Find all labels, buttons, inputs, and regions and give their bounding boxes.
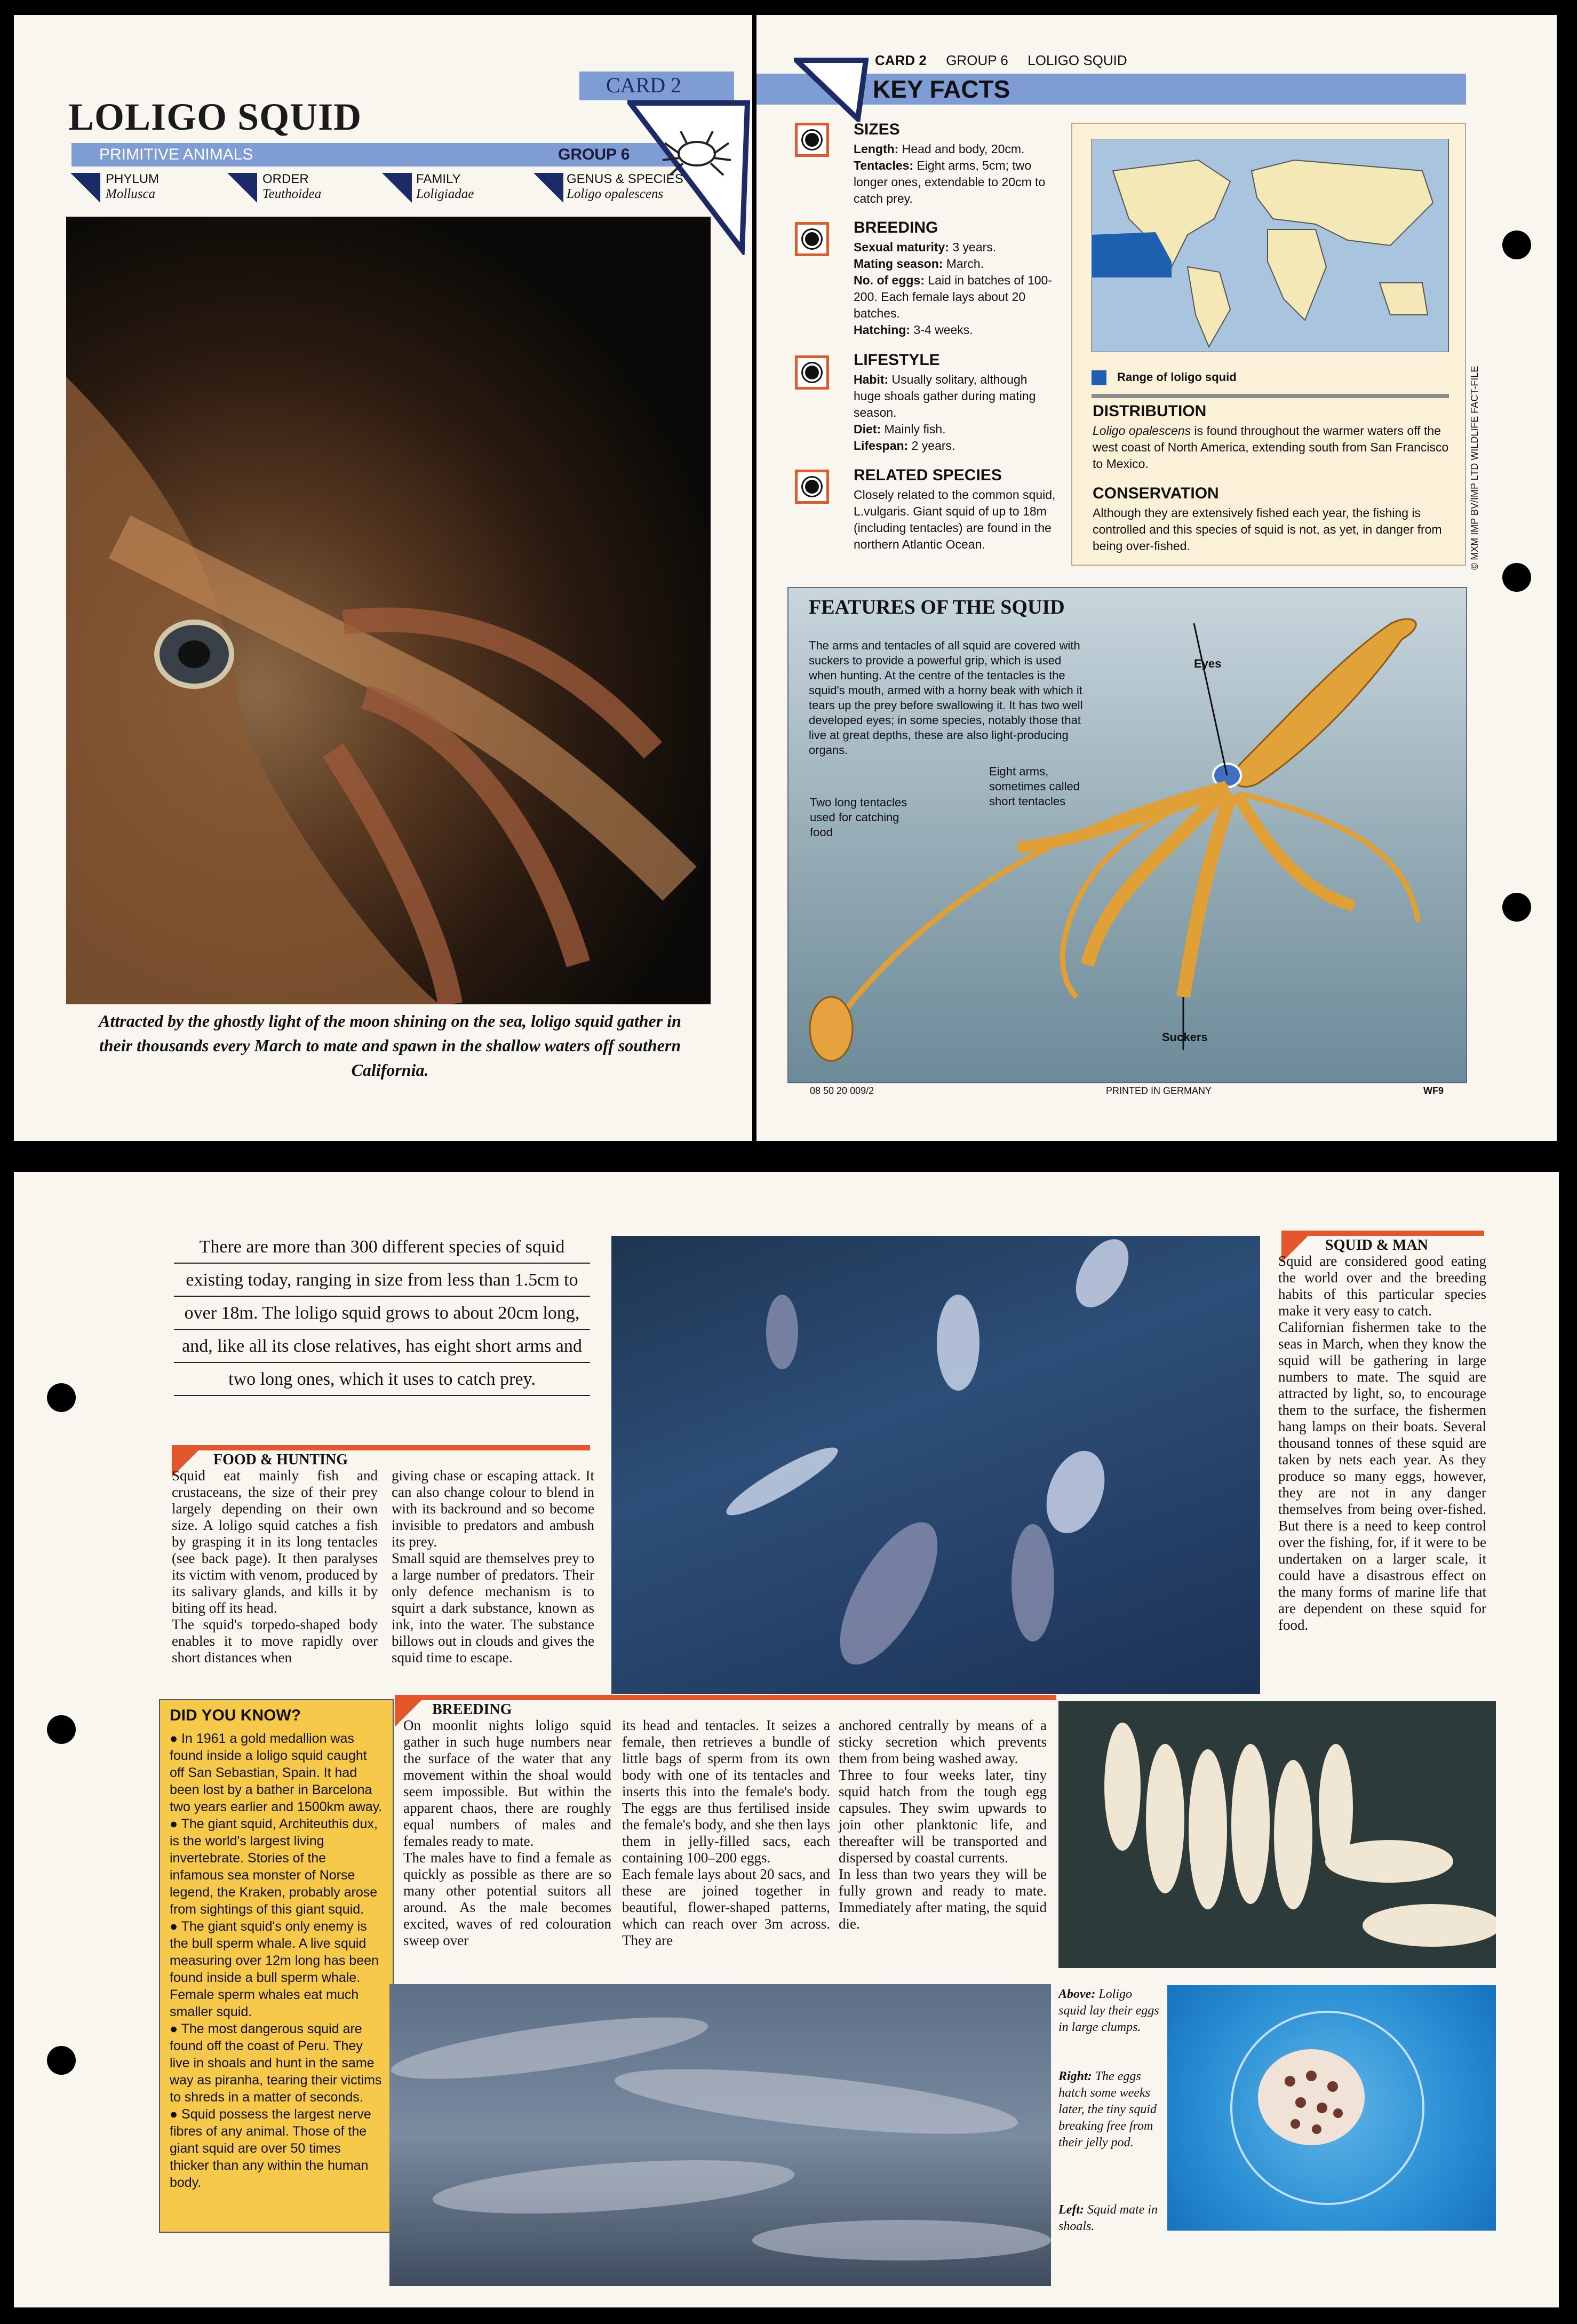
food-col1: Squid eat mainly fish and crustaceans, the size of their prey largely depending on their own size. A loligo squid catches a fish by grasping it in its long tentacles (see back page). It then paralyses its victim with venom, produced by its salivary glands, and kills it by biting off its head. The squid's torpedo-shaped body enables it to move rapidly over short distances when <box>172 1468 378 1665</box>
label-eyes: Eyes <box>1194 657 1222 670</box>
related-species-icon <box>795 470 829 504</box>
breeding-rule <box>395 1695 1056 1700</box>
dyk-item: ● Squid possess the largest nerve fibres of any animal. Those of the giant squid are over 50 times thicker than any within the human body. <box>170 2107 371 2190</box>
map-legend: Range of loligo squid <box>1117 370 1237 384</box>
breeding-col1: On moonlit nights loligo squid gather in such huge numbers near the surface of the water that any movement within the shoal would seem impossible. But within the apparent chaos, there are roughly equal numbers of males and females ready to mate. The males have to find a female as quickly as possible as there are so many other potential suitors all around. As the male becomes excited, waves of red colouration sweep over <box>403 1717 611 1948</box>
label-tentacles: Two long tentacles used for catching food <box>810 796 907 839</box>
kf-title: KEY FACTS <box>873 75 1010 103</box>
breeding-col2: its head and tentacles. It seizes a female, then retrieves a bundle of little bags of sperm from its own body with one of its tentacles and inserts this into the female's body. The eggs are thus fertilised inside the female's body, and she then lays them in jelly-filled sacs, each containing 100–200 eggs. Each female lays about 20 sacs, and these are joined together in beautiful, flower-shaped patterns, which can reach over 3m across. They are <box>622 1717 830 1948</box>
sizes-text: Length: Head and body, 20cm. Tentacles: Eight arms, 5cm; two longer ones, extendable to 20cm to catch prey. <box>854 142 1046 205</box>
map-divider <box>1092 394 1449 398</box>
squid-main-photo <box>66 217 711 1004</box>
punch-hole <box>1502 231 1531 259</box>
food-col2: giving chase or escaping attack. It can also change colour to blend in with its backround and so become invisible to predators and ambush its prey. Small squid are themselves prey to a large number of predators. Their only defence mechanism is to squirt a dark substance, known as ink, into the water. The substance billows out in clouds and gives the squid time to escape. <box>392 1468 594 1665</box>
lifestyle-heading: LIFESTYLE <box>854 351 940 369</box>
card-front-page <box>14 15 752 1141</box>
caption-above: Above: Loligo squid lay their eggs in large clumps. <box>1058 1987 1159 2034</box>
squid-eggs-photo <box>1058 1701 1496 1968</box>
phylum-rank: PHYLUM <box>106 172 160 186</box>
food-rule <box>172 1445 590 1450</box>
photo-caption: Attracted by the ghostly light of the moon shining on the sea, loligo squid gather in their thousands every March to mate and spawn in the shallow waters off southern California. <box>99 1011 681 1080</box>
family-value: Loligiadae <box>416 187 474 201</box>
card-back-page <box>14 1172 1559 2307</box>
caption-left: Left: Squid mate in shoals. <box>1058 2203 1158 2233</box>
key-facts-page <box>756 15 1557 1141</box>
breeding-heading: BREEDING <box>432 1701 512 1718</box>
world-map <box>1092 139 1449 352</box>
distribution-text: Loligo opalescens is found throughout the warmer waters off the west coast of North America, extending south from San Francisco to Mexico. <box>1093 424 1449 471</box>
squid-man-heading: SQUID & MAN <box>1325 1237 1428 1254</box>
group-label: GROUP 6 <box>558 146 630 163</box>
footer-code: 08 50 20 009/2 <box>810 1085 874 1096</box>
sizes-heading: SIZES <box>854 121 900 138</box>
map-legend-swatch <box>1092 370 1106 385</box>
taxonomy-marker <box>533 173 563 203</box>
dyk-item: ● The giant squid, Architeuthis dux, is the world's largest living invertebrate. Stories of the infamous sea monster of Norse legend, the Kraken, probably arose from sightings of this giant squid. <box>170 1817 378 1917</box>
species-rank: GENUS & SPECIES <box>567 172 683 186</box>
squid-mating-photo <box>389 1984 1051 2286</box>
punch-hole <box>1502 893 1531 922</box>
punch-hole <box>47 2046 76 2075</box>
copyright-vertical: © MXM IMP BV/IMP LTD WILDLIFE FACT-FILE <box>1469 366 1480 570</box>
punch-hole <box>47 1383 76 1412</box>
punch-hole <box>47 1715 76 1744</box>
species-value: Loligo opalescens <box>567 187 664 201</box>
food-heading: FOOD & HUNTING <box>213 1451 348 1468</box>
phylum-value: Mollusca <box>106 187 156 201</box>
kf-chevron-icon <box>794 58 869 122</box>
caption-right: Right: The eggs hatch some weeks later, the tiny squid breaking free from their jelly pod. <box>1058 2069 1157 2149</box>
conservation-heading: CONSERVATION <box>1093 485 1219 502</box>
squid-man-rule <box>1281 1231 1484 1236</box>
card-title: LOLIGO SQUID <box>68 96 362 138</box>
category-label: PRIMITIVE ANIMALS <box>99 146 253 163</box>
taxonomy-marker <box>70 173 100 203</box>
lifestyle-text: Habit: Usually solitary, although huge shoals gather during mating season. Diet: Mainly fish. Lifespan: 2 years. <box>854 372 1036 453</box>
related-species-text: Closely related to the common squid, L.vulgaris. Giant squid of up to 18m (including tentacles) are found in the northern Atlantic Ocean. <box>854 488 1056 551</box>
did-you-know-list <box>170 1730 383 2191</box>
related-species-heading: RELATED SPECIES <box>854 466 1002 484</box>
squid-man-text: Squid are considered good eating the world over and the breeding habits of this particular species make it very easy to catch. Californian fishermen take to the seas in March, when they know the squid will be gathering in large numbers to mate. The squid are attracted by light, so, to encourage them to the surface, the fishermen hang lamps on their boats. Several thousand tonnes of these squid are taken by nets each year. As they produce so many eggs, however, they are not in any danger themselves from being over-fished. But there is a need to keep control over the fishing, for, if it were to be undertaken on a larger scale, it could have a disastrous effect on the many forms of marine life that are dependent on these squid for food. <box>1278 1253 1486 1633</box>
features-title: FEATURES OF THE SQUID <box>809 596 1065 618</box>
kf-header <box>875 52 1127 69</box>
kf-header-group: GROUP 6 <box>946 52 1008 68</box>
label-arms: Eight arms, sometimes called short tentacles <box>989 765 1080 808</box>
order-rank: ORDER <box>262 172 309 186</box>
dyk-item: ● The giant squid's only enemy is the bull sperm whale. A live squid measuring over 12m long has been found inside a bull sperm whale. Female sperm whales eat much smaller squid. <box>170 1919 379 2019</box>
kf-header-species: LOLIGO SQUID <box>1028 52 1127 68</box>
breeding-text: Sexual maturity: 3 years. Mating season: March. No. of eggs: Laid in batches of 100-200. Each female lays about 20 batches. Hatching: 3-4 weeks. <box>854 240 1052 337</box>
features-intro: The arms and tentacles of all squid are covered with suckers to provide a powerful grip, which is used when hunting. At the centre of the tentacles is the squid's mouth, armed with a horny beak with which it tears up the prey before swallowing it. It has two well developed eyes; in some species, notably those that live at great depths, these are also light-producing organs. <box>809 639 1083 757</box>
family-rank: FAMILY <box>416 172 461 186</box>
squid-hatchling-photo <box>1167 1985 1496 2231</box>
footer-printed: PRINTED IN GERMANY <box>1106 1085 1212 1096</box>
card-label: CARD 2 <box>606 73 682 97</box>
sizes-icon <box>795 123 829 157</box>
breeding-col3: anchored centrally by means of a sticky secretion which prevents them from being washed away. Three to four weeks later, tiny squid hatch from the tough egg capsules. They swim upwards to join other planktonic life, and thereafter will be transported and dispersed by coastal currents. In less than two years they will be fully grown and ready to mate. Immediately after mating, the squid die. <box>839 1717 1047 1932</box>
squid-illustration <box>66 217 711 1004</box>
label-suckers: Suckers <box>1162 1030 1208 1044</box>
footer-ref: WF9 <box>1423 1085 1444 1096</box>
kf-header-card: CARD 2 <box>875 52 927 68</box>
dyk-item: ● The most dangerous squid are found off the coast of Peru. They live in shoals and hunt in the same way as piranha, tearing their victims to shreds in a matter of seconds. <box>170 2021 382 2105</box>
label-line-eyes <box>1194 623 1227 775</box>
squid-shoal-photo <box>611 1236 1260 1694</box>
distribution-heading: DISTRIBUTION <box>1093 402 1207 420</box>
dyk-item: ● In 1961 a gold medallion was found inside a loligo squid caught off San Sebastian, Spain. It had been lost by a bather in Barcelona two years earlier and 1500km away. <box>170 1731 383 1814</box>
taxonomy-marker <box>382 173 412 203</box>
taxonomy-marker <box>227 173 257 203</box>
punch-hole <box>1502 563 1531 592</box>
lifestyle-icon <box>795 355 829 390</box>
conservation-text: Although they are extensively fished each year, the fishing is controlled and this species of squid is not, as yet, in danger from being over-fished. <box>1093 506 1442 553</box>
did-you-know-heading: DID YOU KNOW? <box>170 1707 301 1724</box>
order-value: Teuthoidea <box>262 187 322 201</box>
intro-text: There are more than 300 different species of squid existing today, ranging in size from less than 1.5cm to over 18m. The loligo squid grows to about 20cm long, and, like all its close relatives, has eight short arms and two long ones, which it uses to catch prey. <box>174 1231 590 1396</box>
breeding-icon <box>795 222 829 256</box>
breeding-heading: BREEDING <box>854 219 938 236</box>
